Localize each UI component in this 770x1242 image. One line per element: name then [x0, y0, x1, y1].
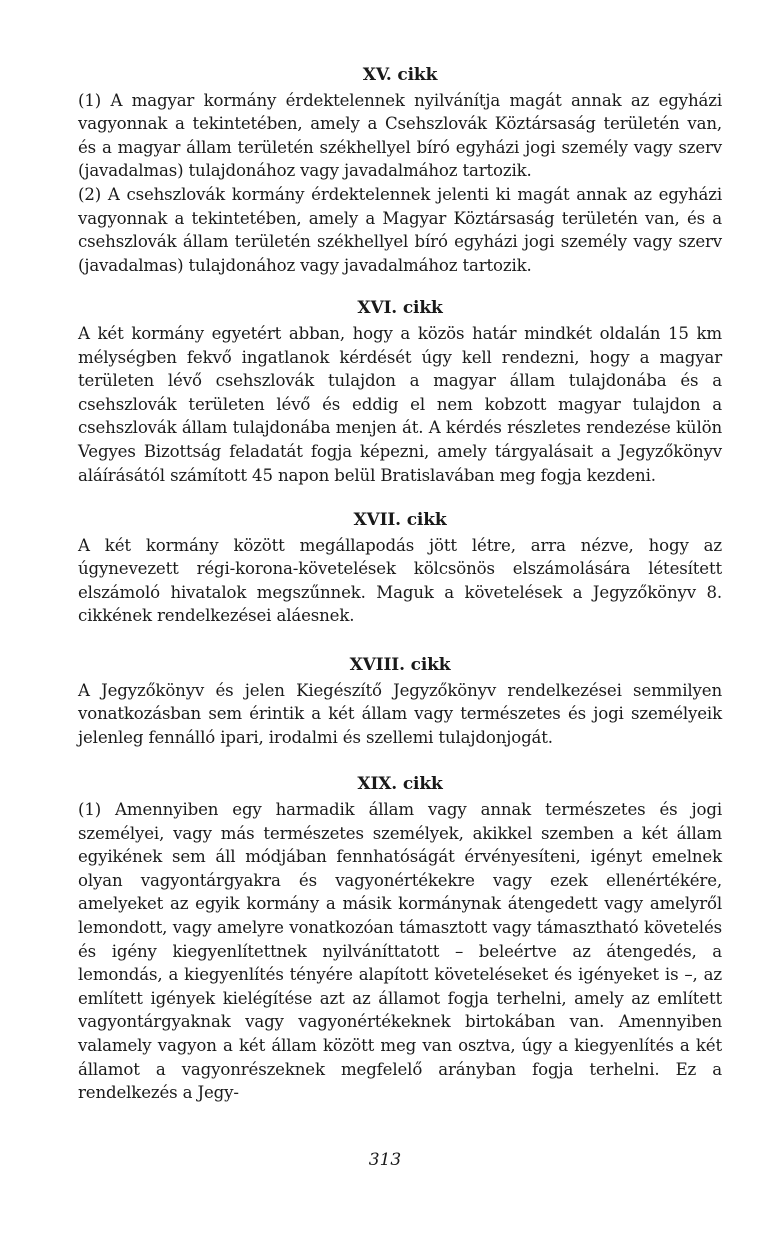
spacer	[78, 628, 722, 654]
article-paragraph: (1) Amennyiben egy harmadik állam vagy annak természetes és jogi személyei, vagy más természetes személyek, akikkel szemben a két állam egyikének sem áll módjában fennhatóságát érvényesíteni, igényt emelnek olyan vagyontárgyakra és vagyonértékekre vagy ezek ellenértékére, amelyeket az egyik kormány a másik kormánynak átengedett vagy amelyről lemondott, vagy amelyre vonatkozóan támasztott vagy támasztható követelés és igény kiegyenlítettnek nyilváníttatott – beleértve az átengedés, a lemondás, a kiegyenlítés tényére alapított követeléseket és igényeket is –, az említett igények kielégítése azt az államot fogja terhelni, amely az említett vagyontárgyaknak vagy vagyonértékeknek birtokában van. Amennyiben valamely vagyon a két állam között meg van osztva, úgy a kiegyenlítés a két államot a vagyonrészeknek megfelelő arányban fogja terhelni. Ez a rendelkezés a Jegy-	[78, 800, 722, 1103]
article-heading: XVIII. cikk	[349, 655, 451, 676]
article-paragraph: A Jegyzőkönyv és jelen Kiegészítő Jegyzőkönyv rendelkezései semmilyen vonatkozásban sem érintik a két állam vagy természetes és jogi személyeik jelenleg fennálló ipari, irodalmi és szellemi tulajdonjogát.	[78, 680, 722, 747]
article-paragraph: A két kormány egyetért abban, hogy a közös határ mindkét oldalán 15 km mélységben fekvő ingatlanok kérdését úgy kell rendezni, hogy a magyar területen lévő csehszlovák tulajdon a magyar állam tulajdonába és a csehszlovák területen lévő és eddig el nem kobzott magyar tulajdon a csehszlovák állam tulajdonába menjen át. A kérdés részletes rendezése külön Vegyes Bizottság feladatát fogja képezni, amely tárgyalásait a Jegyzőkönyv aláírásától számított 45 napon belül Bratislavában meg fogja kezdeni.	[78, 323, 722, 485]
spacer	[78, 487, 722, 509]
article-paragraph: (1) A magyar kormány érdektelennek nyilvánítja magát annak az egyházi vagyonnak a tekintetében, amely a Csehszlovák Köztársaság területén van, és a magyar állam területén székhellyel bíró egyházi jogi személy vagy szerv (javadalmas) tulajdonához vagy javadalmához tartozik.	[78, 90, 722, 181]
page-number: 313	[368, 1150, 402, 1170]
spacer	[78, 277, 722, 297]
article-paragraph: (2) A csehszlovák kormány érdektelennek jelenti ki magát annak az egyházi vagyonnak a tekintetében, amely a Magyar Köztársaság területén van, és a csehszlovák állam területén székhellyel bíró egyházi jogi személy vagy szerv (javadalmas) tulajdonához vagy javadalmához tartozik.	[78, 184, 722, 275]
article-heading: XVI. cikk	[357, 298, 443, 319]
article-heading: XIX. cikk	[357, 774, 443, 795]
article-xvii	[78, 509, 722, 628]
article-xix	[78, 773, 722, 1104]
article-xv	[78, 64, 722, 277]
spacer	[78, 749, 722, 773]
article-heading: XVII. cikk	[353, 510, 447, 531]
article-heading: XV. cikk	[362, 65, 438, 85]
article-xvi	[78, 297, 722, 487]
document-page	[78, 64, 722, 1105]
article-paragraph: A két kormány között megállapodás jött létre, arra nézve, hogy az úgynevezett régi-korona-követelések kölcsönös elszámolására létesített elszámoló hivatalok megszűnnek. Maguk a követelések a Jegyzőkönyv 8. cikkének rendelkezései aláesnek.	[78, 535, 722, 626]
article-xviii	[78, 654, 722, 749]
